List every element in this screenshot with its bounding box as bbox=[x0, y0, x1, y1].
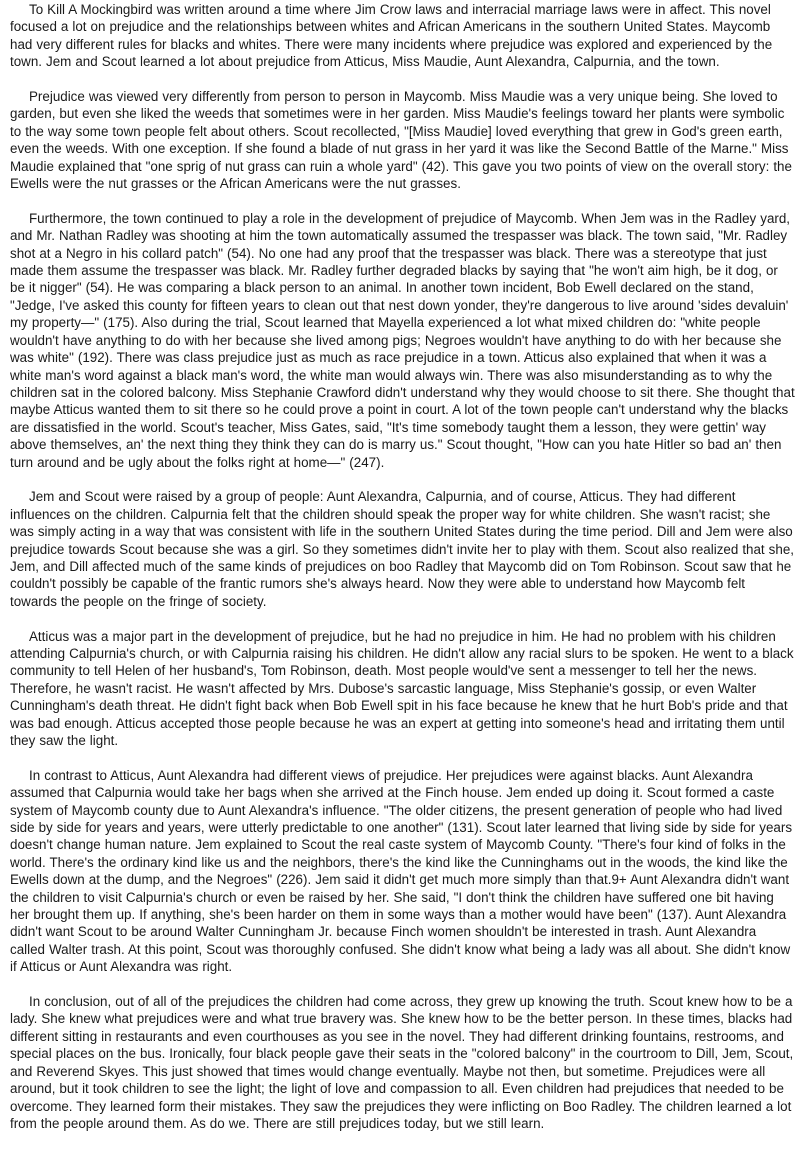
paragraph-introduction: To Kill A Mockingbird was written around a time where Jim Crow laws and interracial marriage laws were in affect. This novel focused a lot on prejudice and the relationships between whites and African Americans in the southern United States. Maycomb had very different rules for blacks and whites. There were many incidents where prejudice was explored and experienced by the town. Jem and Scout learned a lot about prejudice from Atticus, Miss Maudie, Aunt Alexandra, Calpurnia, and the town. bbox=[10, 2, 773, 70]
paragraph-town: Furthermore, the town continued to play a role in the development of prejudice of Maycomb. When Jem was in the Radley yard, and Mr. Nathan Radley was shooting at him the town automatically assumed the trespasser was black. The town said, "Mr. Radley shot at a Negro in his collard patch" (54). No one had any proof that the trespasser was black. There was a stereotype that just made them assume the trespasser was black. Mr. Radley further degraded blacks by saying that "he won't aim high, be it dog, or be it nigger" (54). He was comparing a black person to an animal. In another town incident, Bob Ewell declared on the stand, "Jedge, I've asked this county for fifteen years to clean out that nest down yonder, they're dangerous to live around 'sides devaluin' my property—" (175). Also during the trial, Scout learned that Mayella experienced a lot what mixed children do: "white people wouldn't have anything to do with her because she lived among pigs; Negroes wouldn't have anything to do with her because she was white" (192). There was class prejudice just as much as race prejudice in a town. Atticus also explained that when it was a white man's word against a black man's word, the white man would always win. There was also misunderstanding as to why the children sat in the colored balcony. Miss Stephanie Crawford didn't understand why they would choose to sit there. She thought that maybe Atticus wanted them to sit there so he could prove a point in court. A lot of the town people can't understand why the blacks are dissatisfied in the world. Scout's teacher, Miss Gates, said, "It's time somebody taught them a lesson, they were gettin' way above themselves, an' the next thing they think they can do is marry us." Scout thought, "How can you hate Hitler so bad an' then turn around and be ugly about the folks right at home—" (247). bbox=[10, 210, 795, 470]
paragraph-miss-maudie: Prejudice was viewed very differently from person to person in Maycomb. Miss Maudie was a very unique being. She loved to garden, but even she liked the weeds that sometimes were in her garden. Miss Maudie's feelings toward her plants were symbolic to the way some town people felt about others. Scout recollected, "[Miss Maudie] loved everything that grew in God's green earth, even the weeds. With one exception. If she found a blade of nut grass in her yard it was like the Second Battle of the Marne." Miss Maudie explained that "one sprig of nut grass can ruin a whole yard" (42). This gave you two points of view on the overall story: the Ewells were the nut grasses or the African Americans were the nut grasses. bbox=[10, 89, 792, 192]
paragraph-conclusion: In conclusion, out of all of the prejudices the children had come across, they grew up knowing the truth. Scout knew how to be a lady. She knew what prejudices were and what true bravery was. She knew how to be the better person. In these times, blacks had different sitting in restaurants and even courthouses as you see in the novel. They had different drinking fountains, restrooms, and special places on the bus. Ironically, four black people gave their seats in the "colored balcony" in the courtroom to Dill, Jem, Scout, and Reverend Skyes. This just showed that times would change eventually. Maybe not then, but sometime. Prejudices were all around, but it took children to see the light; the light of love and compassion to all. Even children had prejudices that needed to be overcome. They learned form their mistakes. They saw the prejudices they were inflicting on Boo Radley. The children learned a lot from the people around them. As do we. There are still prejudices today, but we still learn. bbox=[10, 994, 794, 1131]
paragraph-atticus: Atticus was a major part in the development of prejudice, but he had no prejudice in him. He had no problem with his children attending Calpurnia's church, or with Calpurnia raising his children. He didn't allow any racial slurs to be spoken. He went to a black community to tell Helen of her husband's, Tom Robinson, death. Most people would've sent a messenger to tell her the news. Therefore, he wasn't racist. He wasn't affected by Mrs. Dubose's sarcastic language, Miss Stephanie's gossip, or even Walter Cunningham's death threat. He didn't fight back when Bob Ewell spit in his face because he knew that he hurt Bob's pride and that was bad enough. Atticus accepted those people because he was an expert at getting into someone's head and irritating them until they saw the light. bbox=[10, 628, 794, 748]
essay-page bbox=[10, 1, 795, 1150]
paragraph-upbringing: Jem and Scout were raised by a group of people: Aunt Alexandra, Calpurnia, and of course, Atticus. They had different influences on the children. Calpurnia felt that the children should speak the proper way for white children. She wasn't racist; she was simply acting in a way that was consistent with life in the southern United States during the time period. Dill and Jem were also prejudice towards Scout because she was a girl. So they sometimes didn't invite her to play with them. Scout also realized that she, Jem, and Dill affected much of the same kinds of prejudices on boo Radley that Maycomb did on Tom Robinson. Scout saw that he couldn't possibly be capable of the frantic rumors she's always heard. Now they were able to understand how Maycomb felt towards the people on the fringe of society. bbox=[10, 489, 794, 609]
paragraph-aunt-alexandra: In contrast to Atticus, Aunt Alexandra had different views of prejudice. Her prejudices were against blacks. Aunt Alexandra assumed that Calpurnia would take her bags when she arrived at the Finch house. Jem ended up doing it. Scout formed a caste system of Maycomb county due to Aunt Alexandra's influence. "The older citizens, the present generation of people who had lived side by side for years and years, were utterly predictable to one another" (131). Scout later learned that living side by side for years doesn't change human nature. Jem explained to Scout the real caste system of Maycomb County. "There's four kind of folks in the world. There's the ordinary kind like us and the neighbors, there's the kind like the Cunninghams out in the woods, the kind like the Ewells down at the dump, and the Negroes" (226). Jem said it didn't get much more simply than that.9+ Aunt Alexandra didn't want the children to visit Calpurnia's church or even be raised by her. She said, "I don't think the children have suffered one bit having her brought them up. If anything, she's been harder on them in some ways than a mother would have been" (137). Aunt Alexandra didn't want Scout to be around Walter Cunningham Jr. because Finch women shouldn't be interested in trash. Aunt Alexandra called Walter trash. At this point, Scout was thoroughly confused. She didn't know what being a lady was all about. She didn't know if Atticus or Aunt Alexandra was right. bbox=[10, 767, 793, 975]
